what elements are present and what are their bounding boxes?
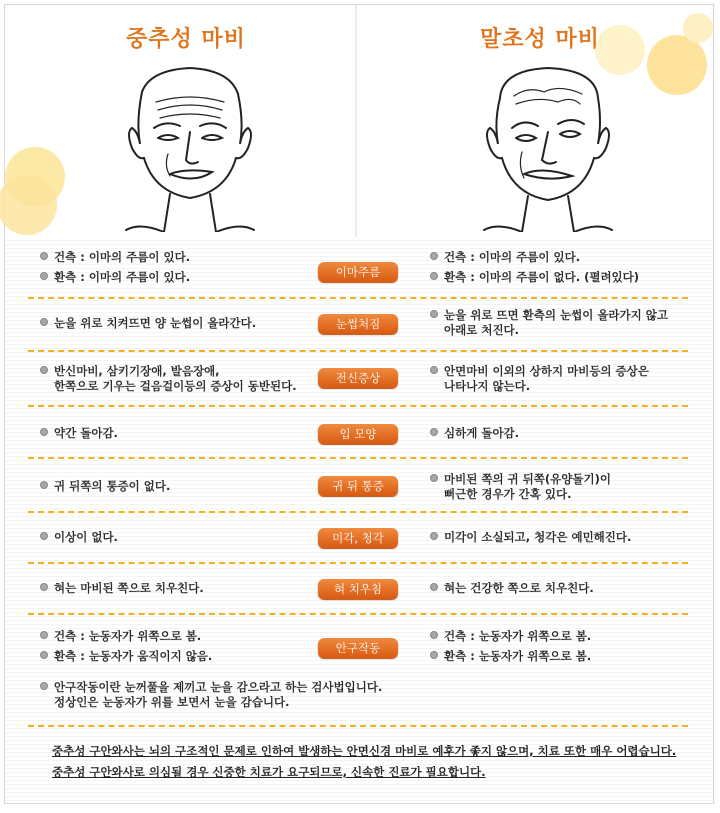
row-taste-hearing-left: 이상이 없다. — [40, 530, 118, 545]
peripheral-palsy-title: 말초성 마비 — [480, 27, 600, 52]
bullet-icon — [430, 583, 438, 591]
row-systemic-right: 안면마비 이외의 상하지 마비등의 증상은 나타나지 않는다. — [430, 364, 649, 394]
row-divider — [28, 457, 688, 459]
bullet-icon — [40, 366, 48, 374]
decor-circle — [0, 175, 57, 235]
row-eye-movement-right: 건측 : 눈동자가 위쪽으로 봄. 환측 : 눈동자가 위쪽으로 봄. — [430, 629, 591, 664]
bullet-icon — [430, 532, 438, 540]
bullet-icon — [430, 252, 438, 260]
row-divider — [28, 350, 688, 352]
central-palsy-title: 중추성 마비 — [126, 27, 246, 52]
bullet-icon — [40, 252, 48, 260]
bullet-icon — [430, 428, 438, 436]
bullet-icon — [40, 651, 48, 659]
label-ear-pain: 귀 뒤 통증 — [318, 476, 398, 496]
label-forehead-wrinkle: 이마주름 — [318, 262, 398, 282]
row-ear-pain-right: 마비된 쪽의 귀 뒤쪽(유양돌기)이 뻐근한 경우가 간혹 있다. — [430, 472, 611, 502]
label-taste-hearing: 미각, 청각 — [318, 528, 398, 548]
row-mouth-right: 심하게 돌아감. — [430, 426, 519, 441]
bullet-icon — [430, 272, 438, 280]
bullet-icon — [430, 474, 438, 482]
bullet-icon — [40, 428, 48, 436]
bullet-icon — [40, 318, 48, 326]
row-divider — [28, 297, 688, 299]
bullet-icon — [430, 651, 438, 659]
footer-warning-line-1: 중추성 구안와사는 뇌의 구조적인 문제로 인하여 발생하는 안면신경 마비로 예후가 좋지 않으며, 치료 또한 매우 어렵습니다. — [52, 744, 677, 758]
bullet-icon — [430, 310, 438, 318]
row-eyebrow-droop-right: 눈을 위로 뜨면 환측의 눈썹이 올라가지 않고 아래로 처진다. — [430, 308, 668, 338]
peripheral-palsy-face-illustration — [478, 62, 618, 232]
row-forehead-wrinkle-right: 건측 : 이마의 주름이 있다. 환측 : 이마의 주름이 없다. (펼려있다) — [430, 250, 639, 285]
eye-movement-note: 안구작동이란 눈꺼풀을 제끼고 눈을 감으라고 하는 검사법입니다. 정상인은 눈동자가 위를 보면서 눈을 감습니다. — [40, 680, 382, 710]
bullet-icon — [40, 583, 48, 591]
bullet-icon — [430, 366, 438, 374]
row-divider — [28, 405, 688, 407]
decor-circle — [647, 35, 707, 95]
row-eyebrow-wrinkle-left: 건측 : 이마의 주름이 있다. 환측 : 이마의 주름이 있다. — [40, 250, 190, 285]
label-mouth-shape: 입 모양 — [318, 424, 398, 444]
bullet-icon — [40, 272, 48, 280]
decor-circle — [683, 13, 713, 43]
bullet-icon — [40, 481, 48, 489]
label-systemic-symptoms: 전신증상 — [318, 368, 398, 388]
bullet-icon — [40, 682, 48, 690]
row-systemic-left: 반신마비, 삼키기장애, 발음장애, 한쪽으로 기우는 걸음걸이등의 증상이 동반된다. — [40, 364, 297, 394]
row-eyebrow-droop-left: 눈을 위로 치켜뜨면 양 눈썹이 올라간다. — [40, 316, 256, 331]
footer-warning-line-2: 중추성 구안와사로 의심될 경우 신중한 치료가 요구되므로, 신속한 진료가 필요합니다. — [52, 765, 486, 779]
row-divider — [28, 511, 688, 513]
central-palsy-face-illustration — [120, 62, 260, 232]
row-ear-pain-left: 귀 뒤쪽의 통증이 없다. — [40, 479, 170, 494]
bullet-icon — [40, 532, 48, 540]
bullet-icon — [430, 631, 438, 639]
row-mouth-left: 약간 돌아감. — [40, 426, 118, 441]
row-taste-hearing-right: 미각이 소실되고, 청각은 예민해진다. — [430, 530, 631, 545]
bullet-icon — [40, 631, 48, 639]
label-tongue-deviation: 혀 치우침 — [318, 579, 398, 599]
label-eye-movement: 안구작동 — [318, 638, 398, 658]
row-tongue-left: 혀는 마비된 쪽으로 치우친다. — [40, 581, 204, 596]
row-divider — [28, 613, 688, 615]
row-eye-movement-left: 건측 : 눈동자가 위쪽으로 봄. 환측 : 눈동자가 움직이지 않음. — [40, 629, 212, 664]
row-divider — [28, 562, 688, 564]
row-tongue-right: 혀는 건강한 쪽으로 치우친다. — [430, 581, 594, 596]
label-eyebrow-droop: 눈썹처짐 — [318, 314, 398, 334]
center-divider — [355, 5, 357, 237]
row-divider — [28, 725, 688, 727]
